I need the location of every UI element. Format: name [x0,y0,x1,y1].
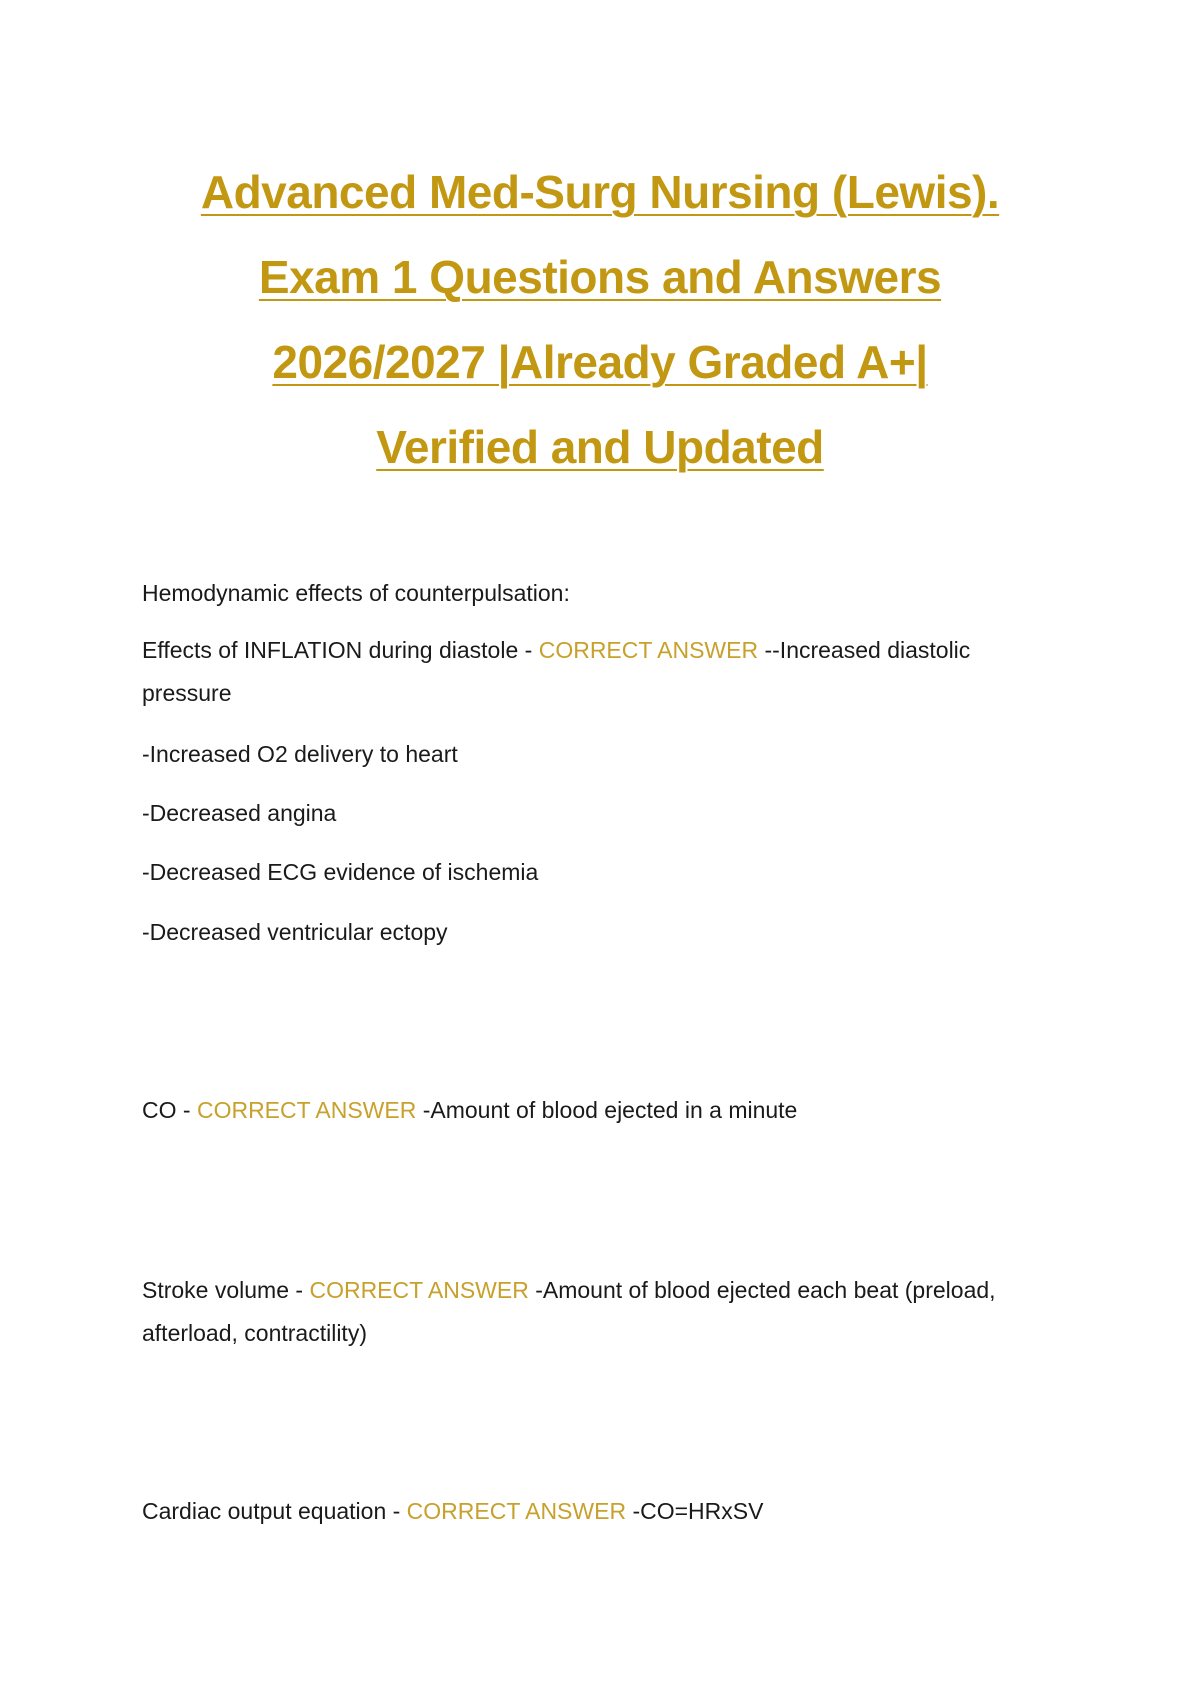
qa-item-co [142,1089,1062,1132]
answer-text: -Amount of blood ejected in a minute [416,1097,798,1123]
answer-line: -Increased O2 delivery to heart [142,741,458,767]
question-text: Effects of INFLATION during diastole - [142,637,539,663]
answer-line: -Decreased ECG evidence of ischemia [142,859,539,885]
question-text: Cardiac output equation - [142,1498,407,1524]
answer-text: -Amount of blood ejected each beat (preload, afterload, contractility) [142,1277,996,1346]
qa-item-inflation [142,629,1062,715]
answer-text: -CO=HRxSV [626,1498,764,1524]
answer-line: -Decreased ventricular ectopy [142,919,448,945]
title-line: Exam 1 Questions and Answers [258,251,942,303]
title-line: Advanced Med-Surg Nursing (Lewis). [200,166,1000,218]
qa-item-stroke-volume [142,1269,1062,1355]
document-title [100,150,1100,490]
section-heading: Hemodynamic effects of counterpulsation: [142,580,570,606]
title-line: 2026/2027 |Already Graded A+| [272,336,928,388]
answer-text: --Increased diastolic pressure [142,637,971,706]
answer-line: -Decreased angina [142,800,337,826]
question-text: CO - [142,1097,197,1123]
title-line: Verified and Updated [376,421,824,473]
correct-answer-label: CORRECT ANSWER [406,1498,627,1524]
correct-answer-label: CORRECT ANSWER [196,1097,417,1123]
correct-answer-label: CORRECT ANSWER [538,637,759,663]
correct-answer-label: CORRECT ANSWER [309,1277,529,1303]
question-text: Stroke volume - [142,1277,310,1303]
qa-item-cardiac-output-equation [142,1490,1062,1533]
